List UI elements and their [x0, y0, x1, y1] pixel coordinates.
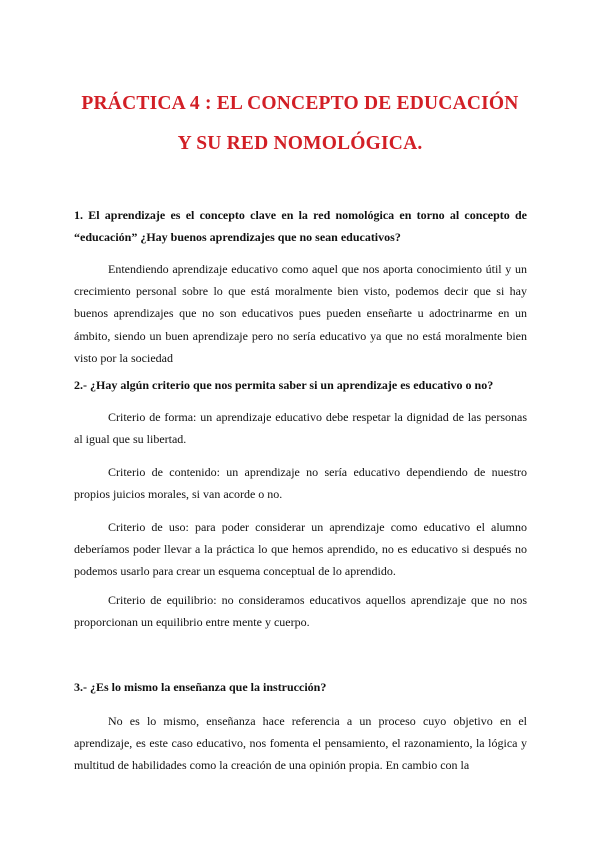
question-1: 1. El aprendizaje es el concepto clave en la red nomológica en torno al concepto de “educación” ¿Hay buenos aprendizajes que no sean educativos?	[74, 208, 527, 244]
answer-1-paragraph: Entendiendo aprendizaje educativo como aquel que nos aporta conocimiento útil y un crecimiento personal sobre lo que está moralmente bien visto, podemos decir que si hay buenos aprendizajes que no son educativos pues pueden enseñarte u adoctrinarme en un ámbito, siendo un buen aprendizaje pero no sería educativo ya que no está moralmente bien visto por la sociedad	[74, 262, 527, 365]
document-title-line-1: PRÁCTICA 4 : EL CONCEPTO DE EDUCACIÓN	[81, 93, 519, 114]
answer-2-criterio-contenido: Criterio de contenido: un aprendizaje no sería educativo dependiendo de nuestro propios juicios morales, si van acorde o no.	[74, 465, 527, 502]
question-3: 3.- ¿Es lo mismo la enseñanza que la instrucción?	[74, 680, 327, 694]
question-2: 2.- ¿Hay algún criterio que nos permita saber si un aprendizaje es educativo o no?	[74, 378, 494, 392]
answer-3-paragraph: No es lo mismo, enseñanza hace referencia a un proceso cuyo objetivo en el aprendizaje, es este caso educativo, nos fomenta el pensamiento, el razonamiento, la lógica y multitud de habilidades como la creación de una opinión propia. En cambio con la	[74, 714, 527, 773]
answer-2-criterio-equilibrio: Criterio de equilibrio: no consideramos educativos aquellos aprendizaje que no nos proporcionan un equilibrio entre mente y cuerpo.	[74, 593, 527, 630]
document-title-line-2: Y SU RED NOMOLÓGICA.	[177, 133, 423, 154]
answer-2-criterio-forma: Criterio de forma: un aprendizaje educativo debe respetar la dignidad de las personas al igual que su libertad.	[74, 410, 527, 447]
answer-2-criterio-uso: Criterio de uso: para poder considerar un aprendizaje como educativo el alumno deberíamos poder llevar a la práctica lo que hemos aprendido, no es educativo si después no podemos usarlo para crear un esquema conceptual de lo aprendido.	[74, 520, 527, 579]
